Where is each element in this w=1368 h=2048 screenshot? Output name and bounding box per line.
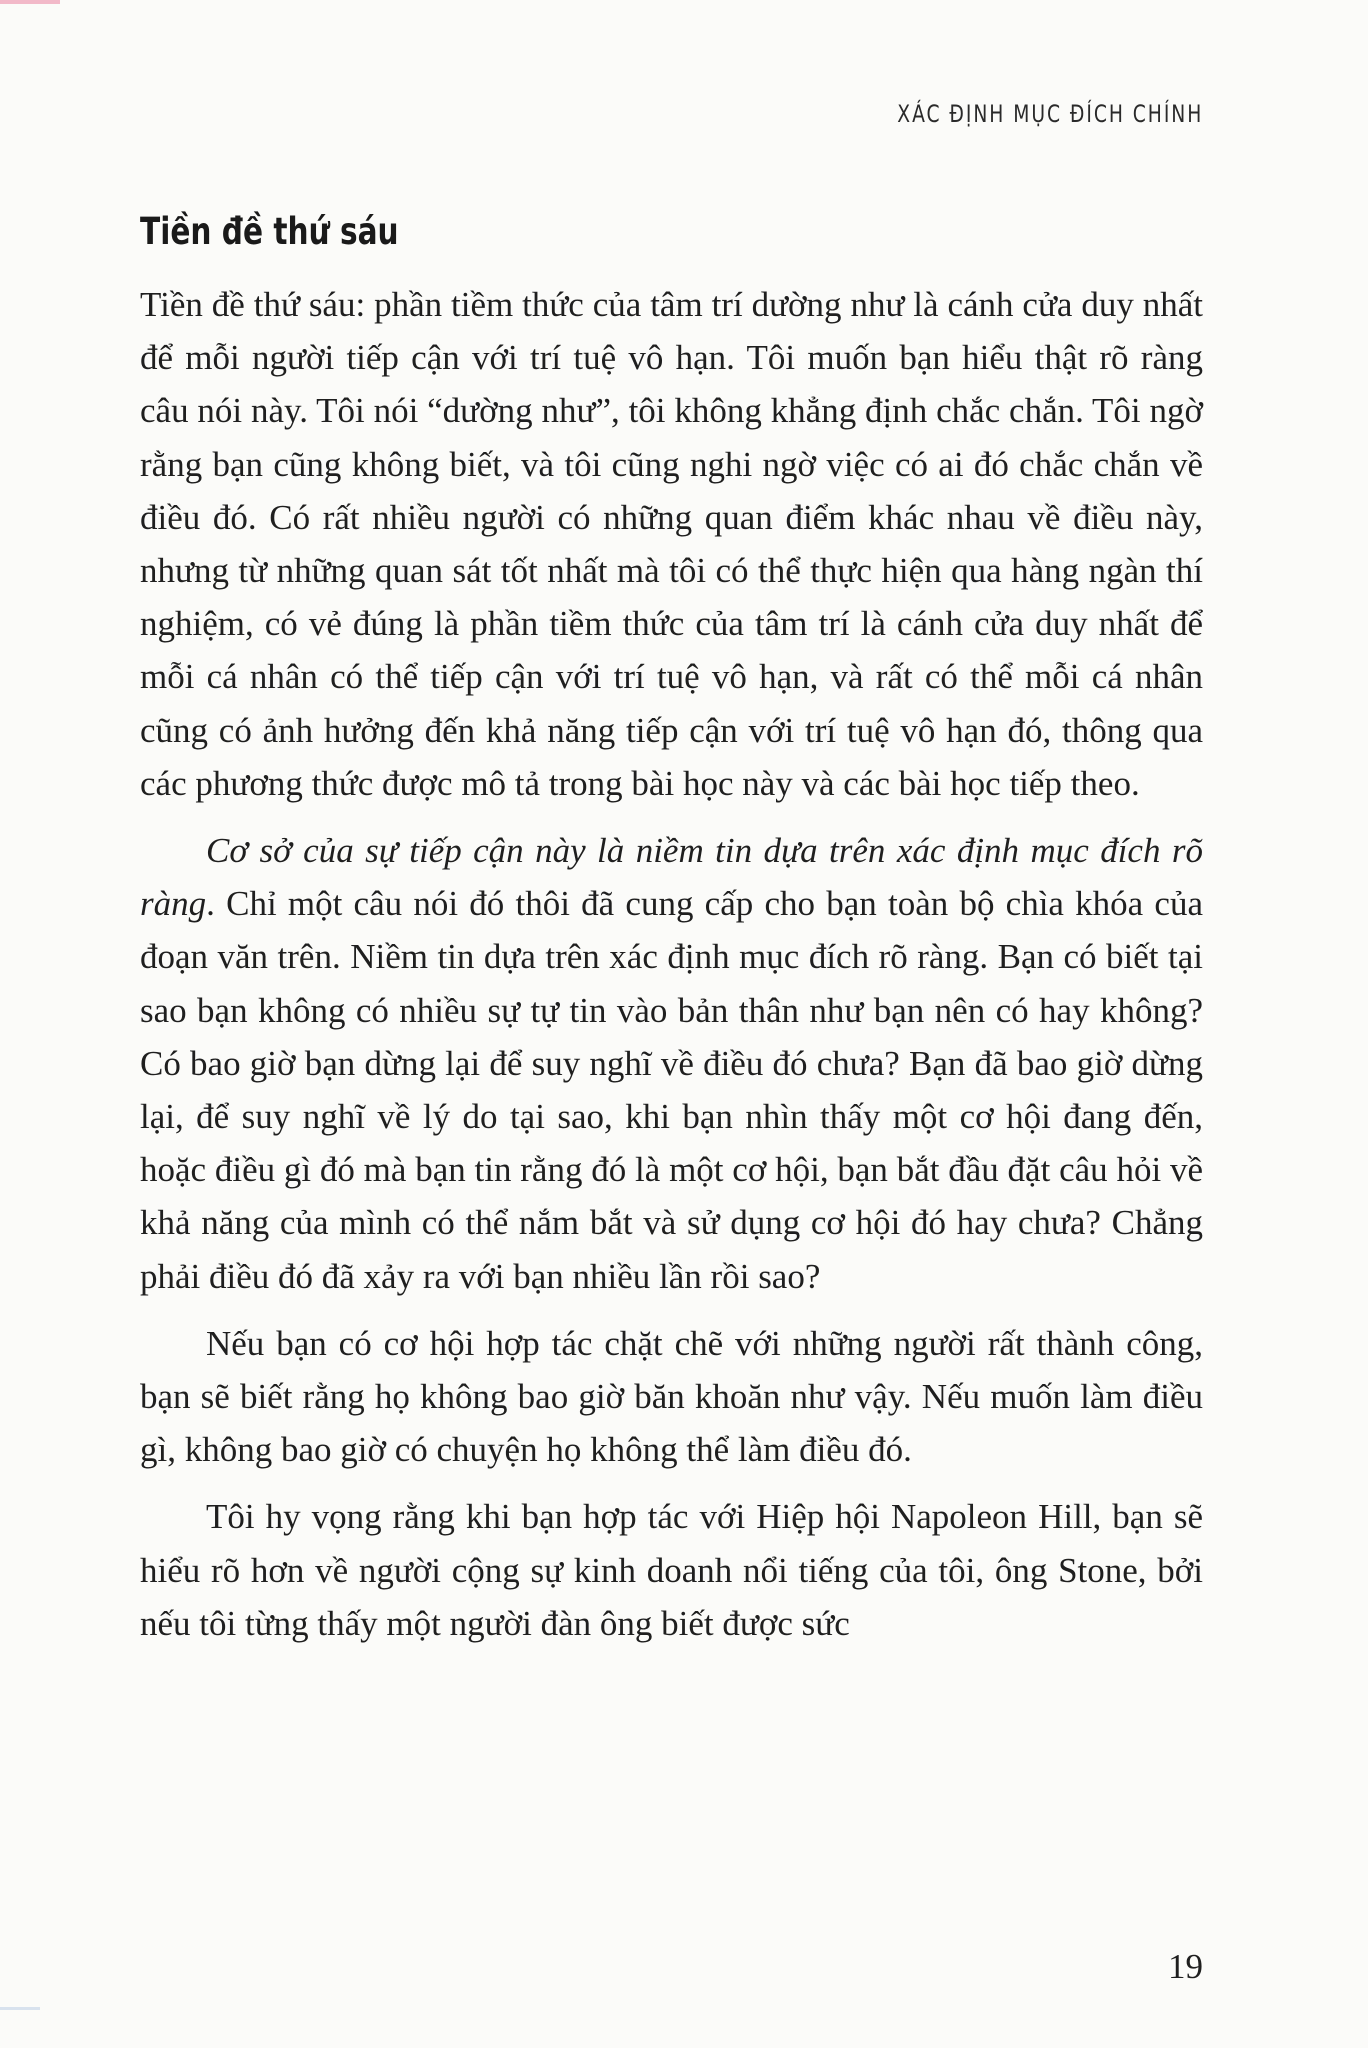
scan-edge-mark-bottom <box>0 2007 40 2010</box>
paragraph-2-text: . Chỉ một câu nói đó thôi đã cung cấp cho bạn toàn bộ chìa khóa của đoạn văn trên. Niềm tin dựa trên xác định mục đích rõ ràng. Bạn có biết tại sao bạn không có nhiều sự tự tin vào bản thân như bạn nên có hay không? Có bao giờ bạn dừng lại để suy nghĩ về điều đó chưa? Bạn đã bao giờ dừng lại, để suy nghĩ về lý do tại sao, khi bạn nhìn thấy một cơ hội đang đến, hoặc điều gì đó mà bạn tin rằng đó là một cơ hội, bạn bắt đầu đặt câu hỏi về khả năng của mình có thể nắm bắt và sử dụng cơ hội đó hay chưa? Chẳng phải điều đó đã xảy ra với bạn nhiều lần rồi sao? <box>140 884 1203 1296</box>
scan-edge-mark <box>0 0 60 4</box>
paragraph-3: Nếu bạn có cơ hội hợp tác chặt chẽ với những người rất thành công, bạn sẽ biết rằng họ không bao giờ băn khoăn như vậy. Nếu muốn làm điều gì, không bao giờ có chuyện họ không thể làm điều đó. <box>140 1323 1203 1470</box>
page-number: 19 <box>1168 1947 1203 1986</box>
paragraph-2-italic: Cơ sở của sự tiếp cận này là niềm tin dựa trên xác định mục đích rõ ràng <box>140 831 1203 924</box>
section-title: Tiền đề thứ sáu <box>140 210 399 253</box>
body-text <box>140 278 1203 1664</box>
running-header: XÁC ĐỊNH MỤC ĐÍCH CHÍNH <box>897 100 1203 128</box>
paragraph-1: Tiền đề thứ sáu: phần tiềm thức của tâm trí dường như là cánh cửa duy nhất để mỗi người tiếp cận với trí tuệ vô hạn. Tôi muốn bạn hiểu thật rõ ràng câu nói này. Tôi nói “dường như”, tôi không khẳng định chắc chắn. Tôi ngờ rằng bạn cũng không biết, và tôi cũng nghi ngờ việc có ai đó chắc chắn về điều đó. Có rất nhiều người có những quan điểm khác nhau về điều này, nhưng từ những quan sát tốt nhất mà tôi có thể thực hiện qua hàng ngàn thí nghiệm, có vẻ đúng là phần tiềm thức của tâm trí là cánh cửa duy nhất để mỗi cá nhân có thể tiếp cận với trí tuệ vô hạn, và rất có thể mỗi cá nhân cũng có ảnh hưởng đến khả năng tiếp cận với trí tuệ vô hạn đó, thông qua các phương thức được mô tả trong bài học này và các bài học tiếp theo. <box>140 285 1203 803</box>
paragraph-4: Tôi hy vọng rằng khi bạn hợp tác với Hiệp hội Napoleon Hill, bạn sẽ hiểu rõ hơn về người cộng sự kinh doanh nổi tiếng của tôi, ông Stone, bởi nếu tôi từng thấy một người đàn ông biết được sức <box>140 1497 1203 1643</box>
paragraph-2 <box>140 824 1203 1303</box>
